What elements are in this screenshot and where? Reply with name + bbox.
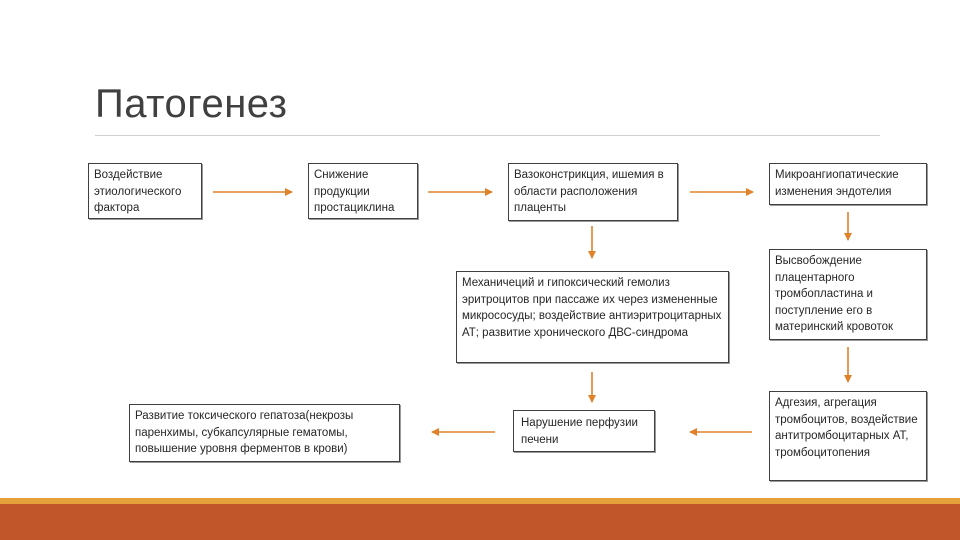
footer-band — [0, 504, 960, 540]
box-vasoconstriction: Вазоконстрикция, ишемия в области расположения плаценты — [508, 163, 678, 221]
box-hemolysis: Механичеций и гипоксический гемолиз эритроцитов при пассаже их через измененные микрососуды; воздействие антиэритроцитарных АТ; развитие хронического ДВС-синдрома — [456, 271, 729, 363]
box-hepatosis: Развитие токсического гепатоза(некрозы паренхимы, субкапсулярные гематомы, повышение уровня ферментов в крови) — [129, 404, 400, 462]
box-microangiopathic: Микроангиопатические изменения эндотелия — [769, 163, 927, 205]
box-perfusion: Нарушение перфузии печени — [513, 410, 655, 452]
box-platelets: Адгезия, агрегация тромбоцитов, воздействие антитромбоцитарных АТ, тромбоцитопения — [769, 391, 927, 481]
box-etiologic-factor: Воздействие этиологического фактора — [88, 163, 202, 219]
box-prostacyclin: Снижение продукции простациклина — [308, 163, 418, 219]
box-thromboplastin: Высвобождение плацентарного тромбопластина и поступление его в материнский кровоток — [769, 249, 927, 340]
slide-title: Патогенез — [95, 82, 288, 126]
